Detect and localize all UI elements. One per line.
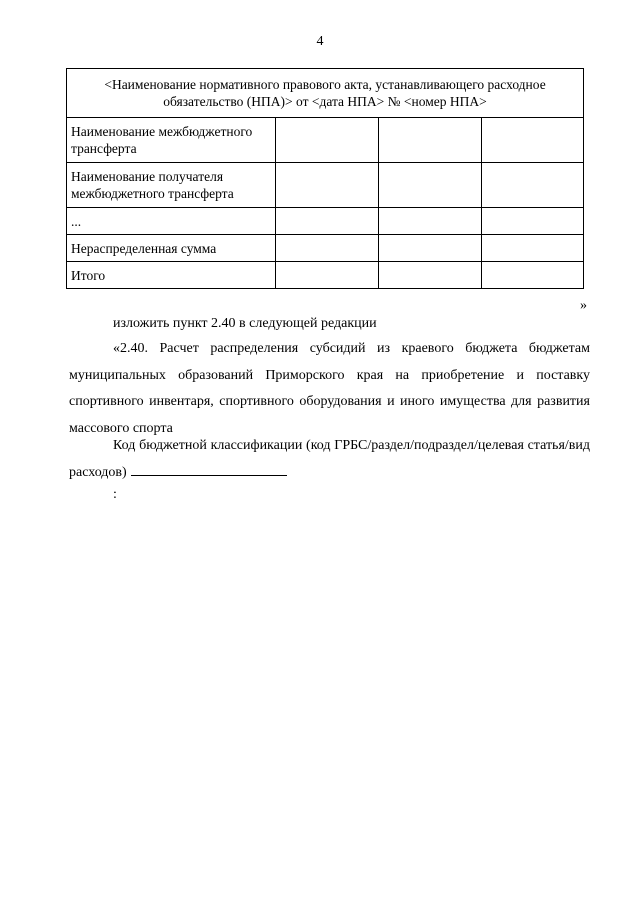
table-row — [67, 235, 584, 262]
table-cell — [482, 235, 584, 262]
table-cell — [379, 208, 482, 235]
budget-classification-label: Код бюджетной классификации (код ГРБС/раздел/подраздел/целевая статья/вид расходов) — [69, 438, 590, 480]
fill-in-blank-line — [131, 461, 287, 476]
table-cell — [482, 163, 584, 208]
closing-quote: » — [580, 298, 587, 313]
table-cell — [276, 262, 379, 289]
table-row — [67, 208, 584, 235]
table-cell — [379, 118, 482, 163]
table-cell — [276, 118, 379, 163]
table-header-row — [67, 69, 584, 118]
budget-classification-code — [69, 433, 590, 486]
table-cell — [276, 163, 379, 208]
table-row — [67, 163, 584, 208]
table-row — [67, 262, 584, 289]
page-number: 4 — [316, 34, 324, 49]
row-label: ... — [67, 208, 276, 235]
table-cell — [482, 208, 584, 235]
table-header-cell: <Наименование нормативного правового акта, устанавливающего расходное обязательство (НПА)> от <дата НПА> № <номер НПА> — [67, 69, 584, 118]
colon-mark: : — [113, 487, 117, 502]
table-cell — [379, 163, 482, 208]
table-cell — [276, 208, 379, 235]
row-label: Нераспределенная сумма — [67, 235, 276, 262]
table-row — [67, 118, 584, 163]
clause-2-40-text: «2.40. Расчет распределения субсидий из краевого бюджета бюджетам муниципальных образований Приморского края на приобретение и поставку спортивного инвентаря, спортивного оборудования и иного имущества для развития массового спорта — [69, 341, 590, 436]
row-label: Итого — [67, 262, 276, 289]
table-cell — [379, 235, 482, 262]
distribution-table — [66, 68, 584, 289]
table-cell — [276, 235, 379, 262]
row-label: Наименование получателя межбюджетного трансферта — [67, 163, 276, 208]
row-label: Наименование межбюджетного трансферта — [67, 118, 276, 163]
table-cell — [379, 262, 482, 289]
amendment-instruction: изложить пункт 2.40 в следующей редакции — [113, 316, 377, 331]
table-cell — [482, 118, 584, 163]
table-cell — [482, 262, 584, 289]
